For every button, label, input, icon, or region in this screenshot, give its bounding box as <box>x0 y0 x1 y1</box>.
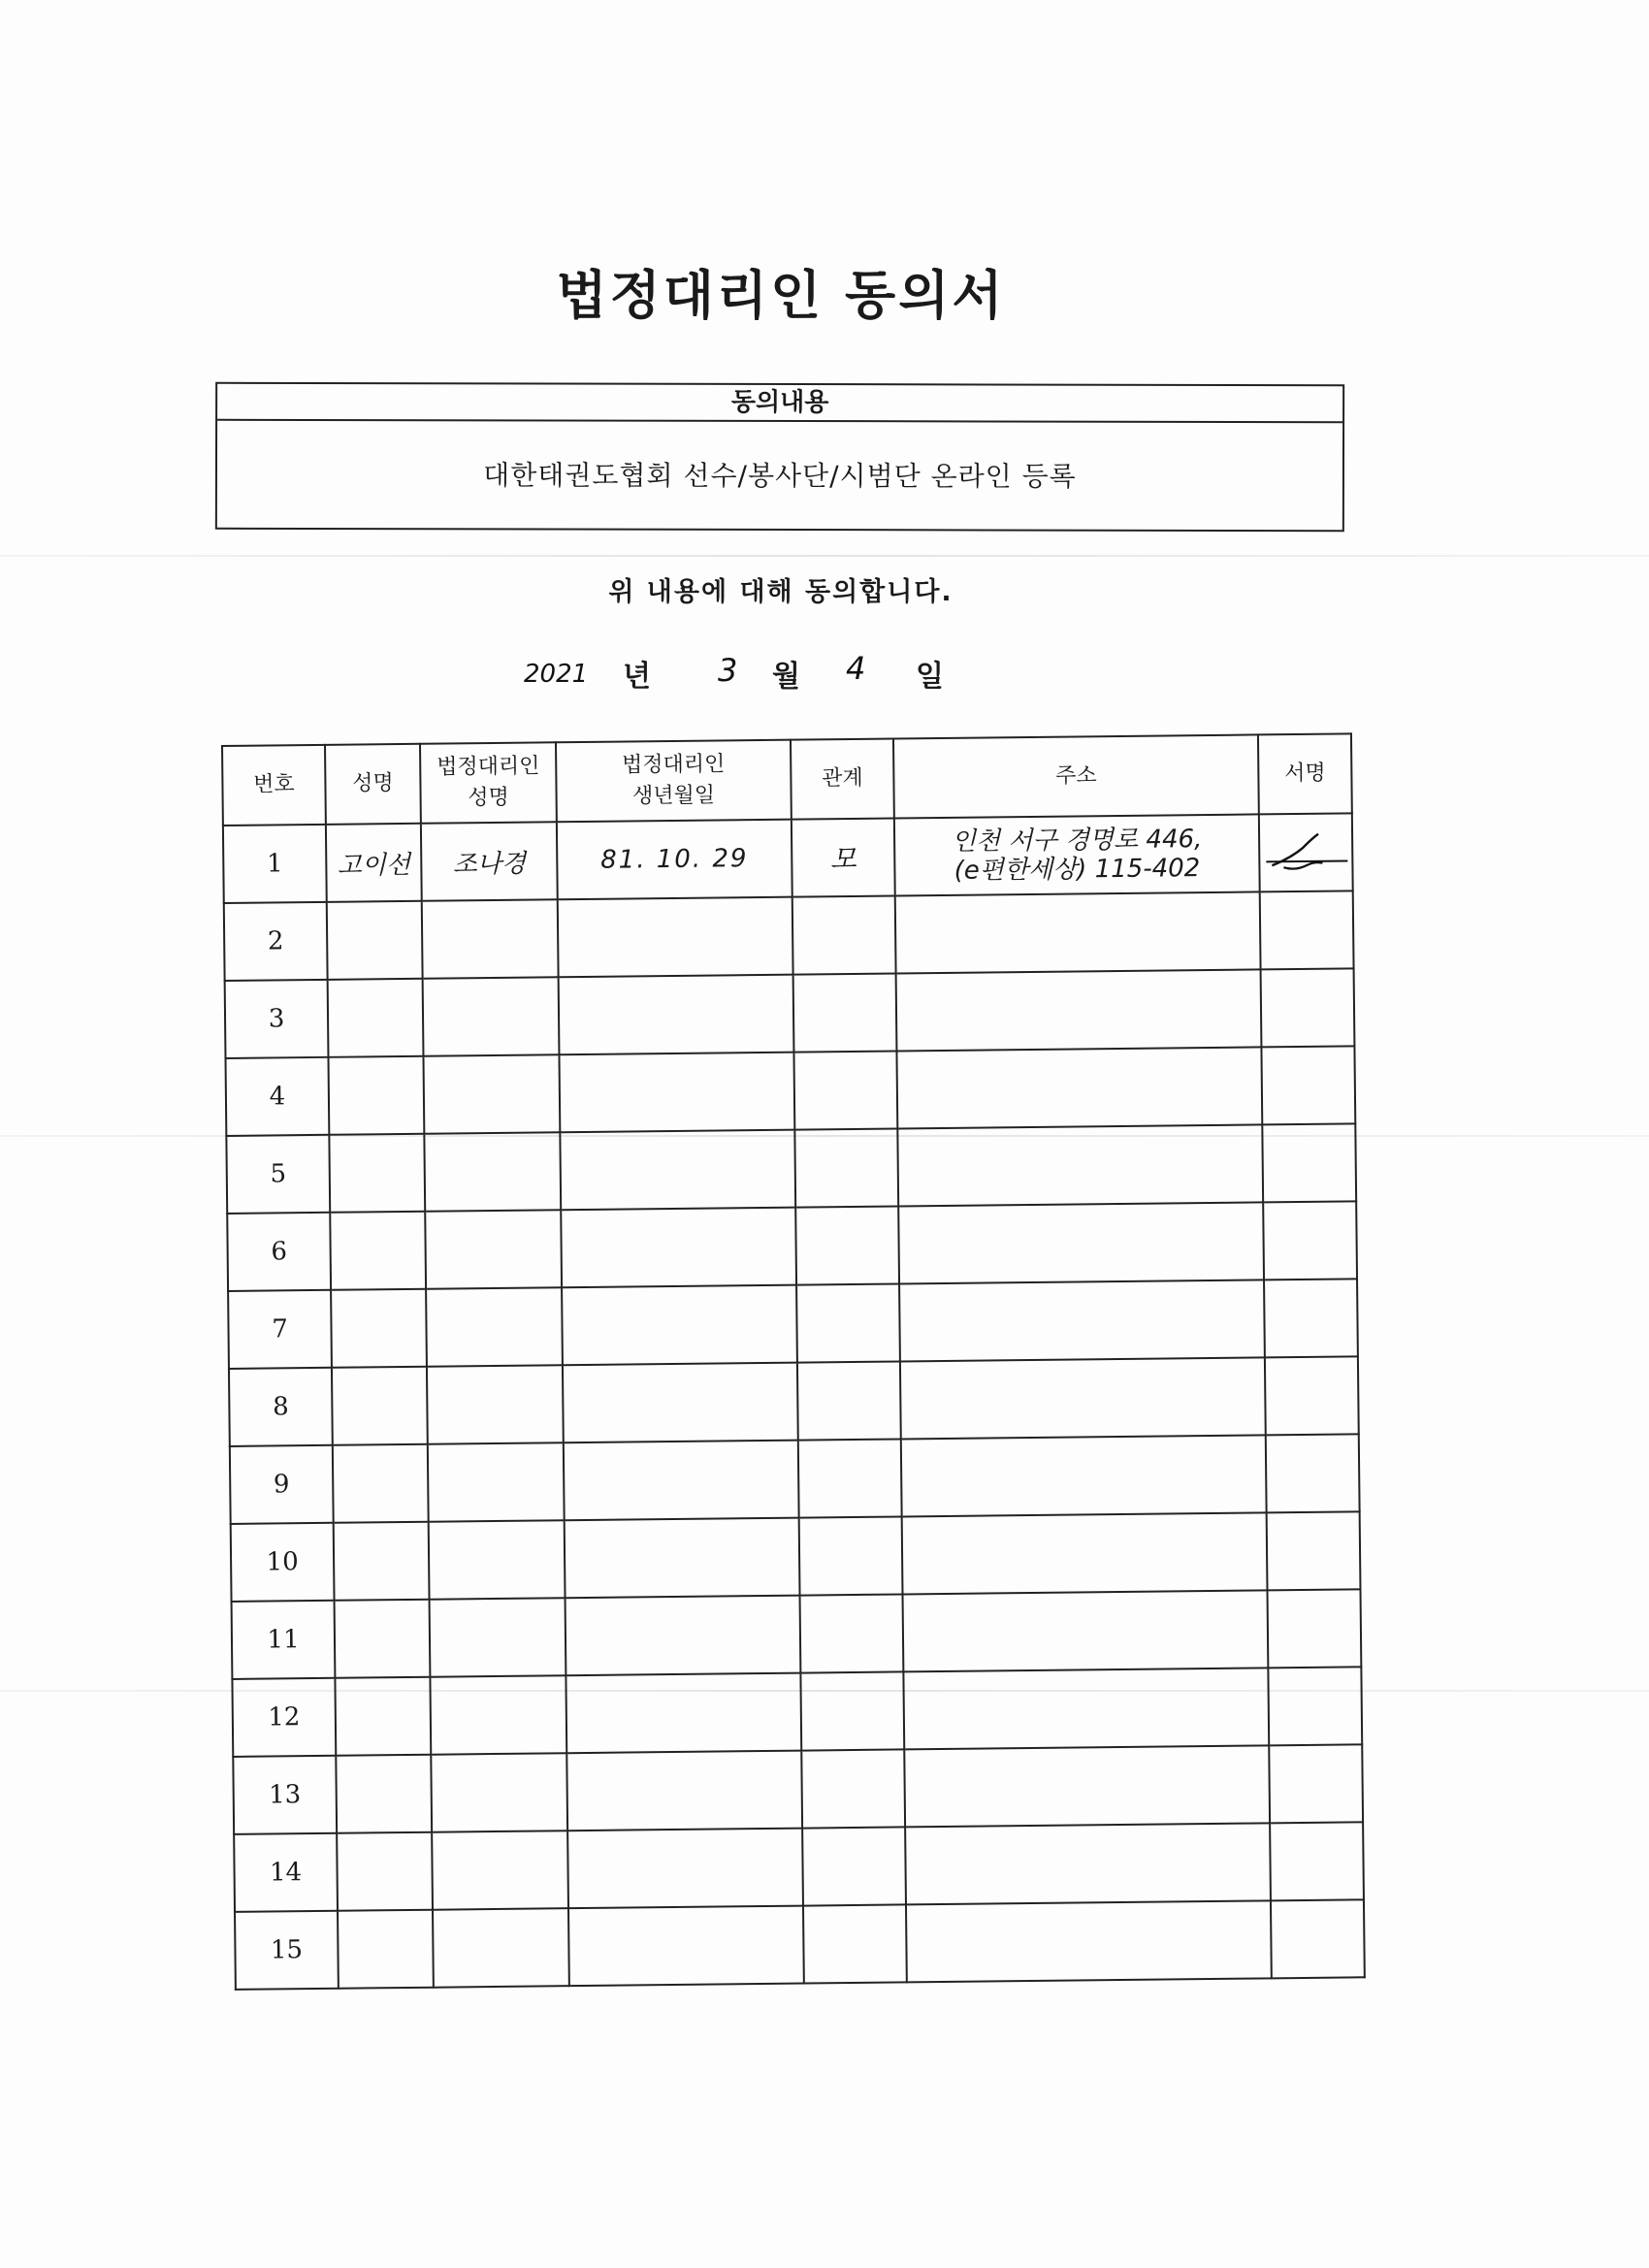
cell-guardian-name <box>429 1520 566 1600</box>
header-relation: 관계 <box>791 739 894 820</box>
cell-guardian-birth <box>566 1596 801 1676</box>
cell-signature <box>1269 1744 1363 1823</box>
date-month: 3 <box>718 652 738 689</box>
date-year: 2021 <box>524 660 589 689</box>
cell-guardian-birth <box>566 1751 802 1831</box>
cell-no: 7 <box>228 1290 332 1369</box>
cell-name: 고이선 <box>326 824 422 902</box>
cell-relation <box>793 1051 897 1129</box>
cell-signature <box>1268 1667 1362 1745</box>
guardian-table-wrapper <box>221 732 1381 1996</box>
consent-box-header: 동의내용 <box>217 384 1342 423</box>
table-row <box>223 813 1353 903</box>
cell-signature <box>1260 891 1354 969</box>
cell-guardian-birth <box>562 1285 797 1366</box>
consent-box <box>215 382 1344 532</box>
cell-signature <box>1263 1201 1357 1280</box>
cell-name <box>327 901 423 980</box>
cell-no: 13 <box>233 1756 337 1834</box>
cell-signature <box>1261 1046 1355 1124</box>
table-row <box>226 1123 1356 1214</box>
cell-name <box>333 1444 429 1523</box>
cell-address <box>904 1745 1270 1827</box>
cell-name <box>329 1134 425 1213</box>
header-guardian-name <box>420 742 557 824</box>
table-header-row <box>222 733 1352 826</box>
cell-address <box>897 1124 1263 1206</box>
cell-name <box>335 1677 431 1756</box>
cell-guardian-birth <box>566 1673 801 1754</box>
cell-address <box>903 1590 1269 1671</box>
guardian-table <box>221 732 1366 1991</box>
cell-guardian-name <box>423 977 560 1056</box>
table-row <box>224 891 1354 981</box>
cell-relation <box>794 1128 898 1207</box>
cell-name <box>334 1522 430 1601</box>
cell-no: 15 <box>235 1911 339 1990</box>
cell-name <box>331 1289 427 1368</box>
cell-guardian-name <box>424 1132 561 1212</box>
cell-relation: 모 <box>792 818 895 896</box>
header-guardian-birth-line2: 생년월일 <box>631 783 716 809</box>
cell-no: 2 <box>224 902 328 981</box>
cell-signature <box>1265 1356 1359 1435</box>
agreement-statement: 위 내용에 대해 동의합니다. <box>608 577 954 607</box>
cell-address <box>905 1823 1271 1904</box>
header-address: 주소 <box>893 734 1259 818</box>
cell-guardian-name <box>425 1210 562 1289</box>
cell-address <box>896 1047 1262 1128</box>
consent-box-content: 대한태권도협회 선수/봉사단/시범단 온라인 등록 <box>483 459 1077 493</box>
header-guardian-birth <box>556 740 792 823</box>
date-day-unit: 일 <box>916 660 944 694</box>
cell-guardian-name <box>433 1908 569 1988</box>
cell-name <box>328 1056 424 1135</box>
cell-address <box>899 1280 1265 1361</box>
cell-address <box>901 1435 1267 1516</box>
table-row <box>225 1046 1355 1136</box>
cell-relation <box>797 1361 901 1440</box>
cell-name <box>335 1600 431 1678</box>
cell-guardian-birth <box>559 1053 794 1133</box>
paper-fold-line <box>0 555 1649 557</box>
date-month-unit: 월 <box>772 660 800 694</box>
cell-name <box>337 1832 433 1911</box>
cell-guardian-name <box>423 1054 560 1134</box>
cell-guardian-name <box>427 1365 564 1444</box>
document-title: 법정대리인 동의서 <box>556 265 1006 326</box>
cell-guardian-name <box>428 1442 565 1522</box>
cell-relation <box>798 1439 902 1517</box>
cell-relation <box>792 895 896 974</box>
date-day: 4 <box>846 650 866 687</box>
cell-signature <box>1262 1123 1356 1202</box>
cell-relation <box>803 1904 907 1983</box>
cell-no: 9 <box>230 1445 334 1524</box>
cell-guardian-birth <box>564 1441 799 1521</box>
header-guardian-name-line1: 법정대리인 <box>436 754 540 780</box>
cell-no: 12 <box>232 1678 336 1757</box>
cell-address <box>906 1900 1272 1982</box>
cell-relation <box>802 1827 906 1905</box>
cell-guardian-name <box>431 1753 567 1832</box>
cell-address <box>902 1512 1268 1594</box>
cell-name <box>332 1367 428 1445</box>
header-guardian-birth-line1: 법정대리인 <box>621 752 726 778</box>
table-row <box>232 1589 1362 1679</box>
cell-name <box>338 1910 434 1989</box>
cell-address-line1: 인천 서구 경명로 446, <box>951 825 1203 857</box>
header-name: 성명 <box>325 744 421 825</box>
cell-address <box>895 891 1261 973</box>
table-row <box>231 1511 1361 1602</box>
cell-no: 10 <box>231 1523 335 1602</box>
cell-guardian-birth <box>559 975 794 1055</box>
cell-signature <box>1266 1434 1360 1512</box>
cell-guardian-birth <box>561 1208 796 1288</box>
header-guardian-name-line2: 성명 <box>468 785 509 811</box>
table-row <box>225 968 1355 1058</box>
cell-name <box>336 1755 432 1833</box>
cell-address <box>894 814 1260 895</box>
cell-no: 4 <box>225 1057 329 1136</box>
table-row <box>234 1822 1364 1912</box>
cell-guardian-birth <box>567 1829 803 1909</box>
cell-signature <box>1261 968 1355 1047</box>
cell-no: 6 <box>227 1213 331 1291</box>
cell-signature <box>1264 1279 1358 1357</box>
cell-signature <box>1267 1589 1361 1668</box>
cell-guardian-name <box>430 1598 566 1677</box>
cell-no: 14 <box>234 1833 338 1912</box>
cell-address <box>900 1357 1266 1439</box>
table-row <box>235 1899 1365 1990</box>
cell-guardian-name <box>430 1675 566 1755</box>
header-no: 번호 <box>222 745 326 826</box>
cell-relation <box>795 1206 899 1284</box>
table-row <box>229 1356 1359 1446</box>
table-row <box>227 1201 1357 1291</box>
cell-guardian-birth: 81. 10. 29 <box>557 820 792 900</box>
cell-signature <box>1267 1511 1361 1590</box>
date-year-unit: 년 <box>623 660 651 694</box>
cell-no: 1 <box>223 825 327 903</box>
cell-address <box>898 1202 1264 1283</box>
cell-guardian-birth <box>558 897 793 978</box>
cell-guardian-birth <box>563 1363 798 1443</box>
cell-relation <box>800 1671 904 1750</box>
cell-address <box>896 969 1262 1051</box>
cell-name <box>330 1212 426 1290</box>
header-signature: 서명 <box>1258 733 1352 814</box>
cell-no: 8 <box>229 1368 333 1446</box>
cell-signature <box>1270 1822 1364 1900</box>
table-row <box>232 1667 1362 1757</box>
cell-signature <box>1259 813 1353 891</box>
cell-relation <box>801 1749 905 1828</box>
cell-relation <box>793 973 897 1052</box>
handwritten-signature <box>1262 827 1350 877</box>
table-row <box>230 1434 1360 1524</box>
cell-no: 5 <box>226 1135 330 1214</box>
cell-no: 3 <box>225 980 329 1058</box>
cell-guardian-name: 조나경 <box>421 822 558 901</box>
cell-guardian-name <box>432 1831 568 1910</box>
cell-relation <box>796 1283 900 1362</box>
cell-relation <box>800 1594 904 1672</box>
cell-address-line2: (e편한세상) 115-402 <box>954 854 1201 886</box>
cell-address <box>903 1668 1269 1749</box>
cell-guardian-birth <box>565 1518 800 1599</box>
cell-no: 11 <box>232 1601 336 1679</box>
cell-guardian-birth <box>568 1906 804 1987</box>
cell-guardian-name <box>426 1287 563 1367</box>
cell-name <box>328 979 424 1057</box>
cell-relation <box>799 1516 903 1595</box>
cell-guardian-birth <box>560 1130 795 1211</box>
cell-guardian-name <box>422 899 559 979</box>
table-row <box>228 1279 1358 1369</box>
cell-signature <box>1271 1899 1365 1978</box>
table-row <box>233 1744 1363 1834</box>
